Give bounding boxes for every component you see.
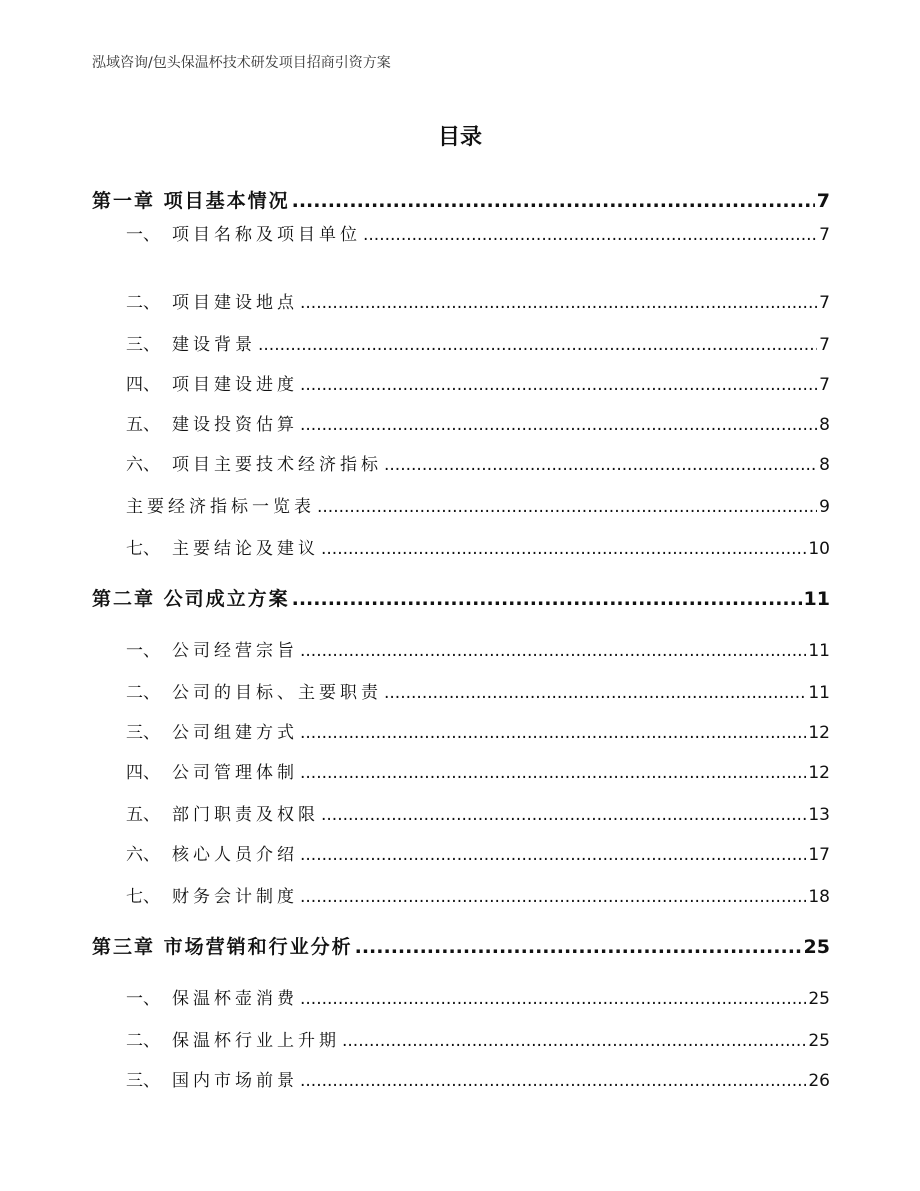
- toc-dot-leader: [300, 989, 806, 1009]
- toc-chapter-entry[interactable]: [92, 186, 830, 213]
- toc-page-number: 12: [808, 723, 830, 743]
- toc-title: 目录: [437, 125, 482, 150]
- toc-dot-leader: [355, 936, 802, 958]
- toc-section-entry[interactable]: [126, 840, 830, 865]
- toc-dot-leader: [321, 539, 806, 559]
- toc-entry-label: 项目名称及项目单位: [172, 225, 361, 245]
- toc-dot-leader: [300, 293, 817, 313]
- toc-page-number: 11: [808, 641, 830, 661]
- toc-dot-leader: [321, 805, 806, 825]
- toc-section-entry[interactable]: [126, 288, 830, 313]
- toc-dot-leader: [292, 190, 815, 212]
- toc-entry-number: 七、: [126, 539, 160, 559]
- toc-dot-leader: [300, 887, 806, 907]
- toc-entry-label: 建设投资估算: [172, 415, 298, 435]
- toc-dot-leader: [300, 763, 806, 783]
- toc-page-number: 7: [816, 190, 830, 212]
- toc-chapter-entry[interactable]: [92, 932, 830, 959]
- toc-entry-number: 二、: [126, 293, 160, 313]
- toc-section-entry[interactable]: [126, 410, 830, 435]
- toc-page-number: 7: [819, 375, 830, 395]
- toc-page-number: 12: [808, 763, 830, 783]
- toc-entry-label: 保温杯行业上升期: [172, 1031, 340, 1051]
- toc-entry-number: 七、: [126, 887, 160, 907]
- toc-dot-leader: [292, 588, 802, 610]
- toc-entry-number: 六、: [126, 845, 160, 865]
- toc-entry-number: 三、: [126, 723, 160, 743]
- toc-section-entry[interactable]: [126, 492, 830, 517]
- toc-page-number: 8: [819, 455, 830, 475]
- toc-entry-label: 财务会计制度: [172, 887, 298, 907]
- toc-page-number: 9: [819, 497, 830, 517]
- toc-entry-number: 一、: [126, 989, 160, 1009]
- toc-section-entry[interactable]: [126, 758, 830, 783]
- toc-entry-label: 建设背景: [172, 335, 256, 355]
- toc-entry-number: 五、: [126, 415, 160, 435]
- toc-entry-label: 第二章 公司成立方案: [92, 588, 290, 610]
- toc-entry-number: 三、: [126, 335, 160, 355]
- toc-page-number: 10: [808, 539, 830, 559]
- toc-entry-number: 一、: [126, 641, 160, 661]
- toc-entry-label: 第一章 项目基本情况: [92, 190, 290, 212]
- toc-dot-leader: [300, 415, 817, 435]
- toc-dot-leader: [300, 641, 806, 661]
- toc-page-number: 13: [808, 805, 830, 825]
- toc-section-entry[interactable]: [126, 678, 830, 703]
- toc-dot-leader: [300, 723, 806, 743]
- toc-page-number: 7: [819, 225, 830, 245]
- toc-section-entry[interactable]: [126, 450, 830, 475]
- toc-page-number: 17: [808, 845, 830, 865]
- toc-section-entry[interactable]: [126, 718, 830, 743]
- toc-dot-leader: [300, 375, 817, 395]
- toc-section-entry[interactable]: [126, 1026, 830, 1051]
- toc-page-number: 25: [808, 1031, 830, 1051]
- toc-entry-label: 核心人员介绍: [172, 845, 298, 865]
- toc-entry-number: 二、: [126, 1031, 160, 1051]
- toc-section-entry[interactable]: [126, 330, 830, 355]
- toc-dot-leader: [300, 1071, 806, 1091]
- toc-entry-number: 二、: [126, 683, 160, 703]
- toc-dot-leader: [384, 455, 817, 475]
- toc-entry-label: 项目主要技术经济指标: [172, 455, 382, 475]
- toc-section-entry[interactable]: [126, 220, 830, 245]
- toc-entry-number: 三、: [126, 1071, 160, 1091]
- toc-dot-leader: [384, 683, 806, 703]
- toc-section-entry[interactable]: [126, 1066, 830, 1091]
- toc-section-entry[interactable]: [126, 534, 830, 559]
- toc-page-number: 7: [819, 335, 830, 355]
- toc-entry-label: 国内市场前景: [172, 1071, 298, 1091]
- toc-page-number: 26: [808, 1071, 830, 1091]
- toc-entry-label: 公司管理体制: [172, 763, 298, 783]
- toc-section-entry[interactable]: [126, 800, 830, 825]
- toc-entry-label: 公司经营宗旨: [172, 641, 298, 661]
- toc-entry-label: 保温杯壶消费: [172, 989, 298, 1009]
- toc-entry-number: 四、: [126, 763, 160, 783]
- toc-entry-number: 一、: [126, 225, 160, 245]
- toc-dot-leader: [300, 845, 806, 865]
- toc-section-entry[interactable]: [126, 370, 830, 395]
- toc-page-number: 25: [808, 989, 830, 1009]
- toc-entry-label: 项目建设地点: [172, 293, 298, 313]
- toc-dot-leader: [363, 225, 817, 245]
- toc-entry-label: 主要结论及建议: [172, 539, 319, 559]
- toc-entry-number: 四、: [126, 375, 160, 395]
- toc-entry-label: 部门职责及权限: [172, 805, 319, 825]
- toc-entry-label: 公司的目标、主要职责: [172, 683, 382, 703]
- toc-section-entry[interactable]: [126, 882, 830, 907]
- toc-dot-leader: [258, 335, 817, 355]
- toc-entry-number: 六、: [126, 455, 160, 475]
- toc-section-entry[interactable]: [126, 636, 830, 661]
- toc-page-number: 11: [808, 683, 830, 703]
- toc-entry-label: 公司组建方式: [172, 723, 298, 743]
- running-header: 泓域咨询/包头保温杯技术研发项目招商引资方案: [92, 55, 391, 71]
- toc-entry-label: 第三章 市场营销和行业分析: [92, 936, 353, 958]
- toc-dot-leader: [342, 1031, 806, 1051]
- toc-entry-label: 主要经济指标一览表: [126, 497, 315, 517]
- toc-section-entry[interactable]: [126, 984, 830, 1009]
- toc-page-number: 25: [803, 936, 830, 958]
- toc-entry-number: 五、: [126, 805, 160, 825]
- toc-dot-leader: [317, 497, 817, 517]
- toc-page-number: 7: [819, 293, 830, 313]
- toc-chapter-entry[interactable]: [92, 584, 830, 611]
- toc-page-number: 8: [819, 415, 830, 435]
- toc-page-number: 11: [803, 588, 830, 610]
- toc-entry-label: 项目建设进度: [172, 375, 298, 395]
- toc-page-number: 18: [808, 887, 830, 907]
